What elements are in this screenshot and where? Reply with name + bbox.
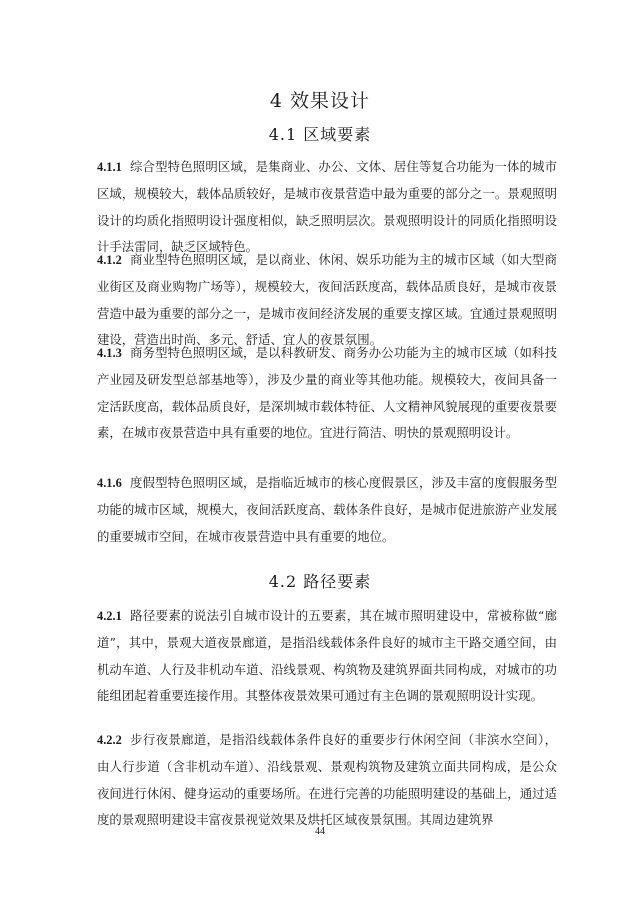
paragraph-number: 4.2.1 <box>97 609 122 624</box>
paragraph-number: 4.1.6 <box>97 476 122 491</box>
chapter-title: 4 效果设计 <box>269 90 371 112</box>
paragraph-text: 步行夜景廊道，是指沿线载体条件良好的重要步行休闲空间（非滨水空间），由人行步道（含非机动车道）、沿线景观、景观构筑物及建筑立面共同构成，是公众夜间进行休闲、健身运动的重要场所。在进行完善的功能照明建设的基础上，通过适度的景观照明建设丰富夜景视觉效果及烘托区域夜景氛围。其周边建筑界 <box>97 732 557 828</box>
section-title-4-1: 4.1 区域要素 <box>268 125 372 144</box>
paragraph-4-2-2 <box>97 727 557 833</box>
paragraph-4-1-6 <box>97 470 557 550</box>
paragraph-number: 4.2.2 <box>97 733 122 748</box>
paragraph-4-2-1 <box>97 603 557 709</box>
paragraph-number: 4.1.3 <box>97 346 122 361</box>
paragraph-text: 商务型特色照明区域，是以科教研发、商务办公功能为主的城市区域（如科技产业园及研发型总部基地等），涉及少量的商业等其他功能。规模较大，夜间具备一定活跃度高，载体品质良好，是深圳城市载体特征、人文精神风貌展现的重要夜景要素，在城市夜景营造中具有重要的地位。宜进行简洁、明快的景观照明设计。 <box>97 345 557 441</box>
paragraph-4-1-2 <box>97 247 557 353</box>
paragraph-number: 4.1.1 <box>97 160 122 175</box>
paragraph-text: 路径要素的说法引自城市设计的五要素，其在城市照明建设中，常被称做“廊道”，其中，景观大道夜景廊道，是指沿线载体条件良好的城市主干路交通空间，由机动车道、人行及非机动车道、沿线景观、构筑物及建筑界面共同构成，对城市的功能组团起着重要连接作用。其整体夜景效果可通过有主色调的景观照明设计实现。 <box>97 608 557 704</box>
paragraph-number: 4.1.2 <box>97 253 122 268</box>
paragraph-4-1-3 <box>97 340 557 446</box>
paragraph-text: 度假型特色照明区域，是指临近城市的核心度假景区，涉及丰富的度假服务型功能的城市区域，规模大，夜间活跃度高、载体条件良好，是城市促进旅游产业发展的重要城市空间，在城市夜景营造中具有重要的地位。 <box>97 475 557 544</box>
page-number: 44 <box>315 826 325 837</box>
paragraph-text: 综合型特色照明区域，是集商业、办公、文体、居住等复合功能为一体的城市区域，规模较大，载体品质较好，是城市夜景营造中最为重要的部分之一。景观照明设计的均质化指照明设计强度相似，缺乏照明层次。景观照明设计的同质化指照明设计手法雷同，缺乏区域特色。 <box>97 159 557 255</box>
paragraph-4-1-1 <box>97 154 557 260</box>
section-title-4-2: 4.2 路径要素 <box>268 572 372 591</box>
paragraph-text: 商业型特色照明区域，是以商业、休闲、娱乐功能为主的城市区域（如大型商业街区及商业购物广场等），规模较大，夜间活跃度高，载体品质良好，是城市夜景营造中最为重要的部分之一，是城市夜间经济发展的重要支撑区域。宜通过景观照明建设，营造出时尚、多元、舒适、宜人的夜景氛围。 <box>97 252 557 348</box>
